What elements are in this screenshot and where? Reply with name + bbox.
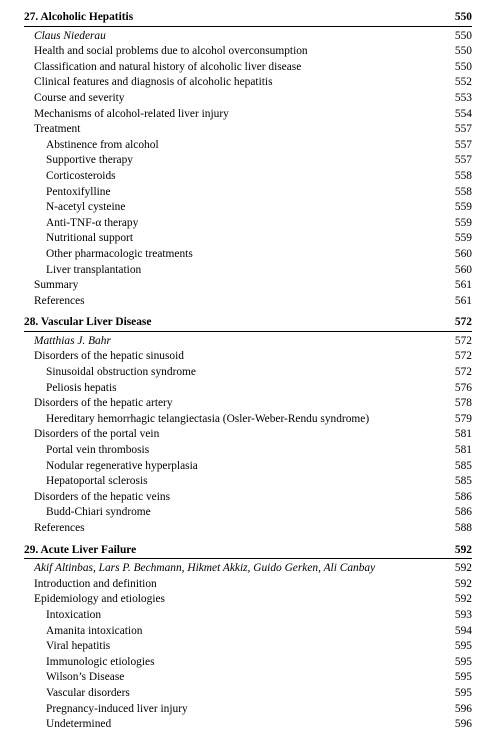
entry-title: Budd-Chiari syndrome bbox=[46, 506, 151, 519]
entry-page: 550 bbox=[454, 45, 472, 58]
chapter-author bbox=[24, 29, 472, 45]
entry-title: Pentoxifylline bbox=[46, 185, 111, 198]
toc-entry[interactable] bbox=[24, 459, 472, 475]
entries bbox=[24, 44, 472, 309]
entry-title: Pregnancy-induced liver injury bbox=[46, 702, 188, 715]
entry-title: Nutritional support bbox=[46, 232, 134, 245]
entry-title: Amanita intoxication bbox=[46, 624, 143, 637]
toc-entry[interactable] bbox=[24, 686, 472, 702]
entry-page: 553 bbox=[454, 91, 472, 104]
entry-title: Course and severity bbox=[34, 91, 125, 104]
toc-entry[interactable] bbox=[24, 490, 472, 506]
toc-entry[interactable] bbox=[24, 278, 472, 294]
entry-title: Wilson’s Disease bbox=[46, 671, 125, 684]
chapter-author bbox=[24, 561, 472, 577]
entry-page: 576 bbox=[454, 381, 472, 394]
entry-title: References bbox=[34, 522, 85, 534]
entry-page: 559 bbox=[454, 232, 472, 245]
entry-page: 592 bbox=[454, 593, 472, 606]
toc-entry[interactable] bbox=[24, 443, 472, 459]
entry-title: Peliosis hepatis bbox=[46, 381, 117, 394]
entry-page: 585 bbox=[454, 475, 472, 488]
toc-entry[interactable] bbox=[24, 608, 472, 624]
entry-title: Mechanisms of alcohol-related liver injury bbox=[34, 107, 229, 120]
toc-entry[interactable] bbox=[24, 153, 472, 169]
entry-page: 557 bbox=[454, 154, 472, 167]
toc-entry[interactable] bbox=[24, 412, 472, 428]
entry-page: 595 bbox=[454, 671, 472, 684]
entry-title: Hepatoportal sclerosis bbox=[46, 475, 148, 488]
entry-page: 560 bbox=[454, 247, 472, 260]
entry-page: 581 bbox=[454, 444, 472, 457]
toc-entry[interactable] bbox=[24, 75, 472, 91]
chapter-29 bbox=[24, 543, 472, 733]
entry-page: 588 bbox=[454, 522, 472, 534]
toc-entry[interactable] bbox=[24, 396, 472, 412]
entry-page: 557 bbox=[454, 138, 472, 151]
entries bbox=[24, 349, 472, 536]
entries bbox=[24, 577, 472, 733]
toc-entry[interactable] bbox=[24, 474, 472, 490]
entry-title: Classification and natural history of alcoholic liver disease bbox=[34, 60, 302, 73]
entry-title: Anti-TNF-α therapy bbox=[46, 216, 139, 229]
toc-entry[interactable] bbox=[24, 592, 472, 608]
entry-title: References bbox=[34, 294, 85, 307]
entry-title: Sinusoidal obstruction syndrome bbox=[46, 366, 196, 379]
toc-entry[interactable] bbox=[24, 577, 472, 593]
author-names: Matthias J. Bahr bbox=[34, 334, 111, 347]
entry-title: Vascular disorders bbox=[46, 686, 130, 699]
entry-page: 572 bbox=[454, 366, 472, 379]
entry-title: Immunologic etiologies bbox=[46, 655, 155, 668]
entry-title: Nodular regenerative hyperplasia bbox=[46, 459, 198, 472]
toc-entry[interactable] bbox=[24, 505, 472, 521]
entry-title: Disorders of the portal vein bbox=[34, 428, 160, 441]
entry-title: N-acetyl cysteine bbox=[46, 201, 126, 214]
entry-title: Undetermined bbox=[46, 718, 112, 731]
toc-entry[interactable] bbox=[24, 185, 472, 201]
toc-entry[interactable] bbox=[24, 91, 472, 107]
entry-title: Corticosteroids bbox=[46, 169, 116, 182]
toc-entry[interactable] bbox=[24, 349, 472, 365]
entry-page: 572 bbox=[454, 350, 472, 363]
chapter-title: 27. Alcoholic Hepatitis bbox=[24, 11, 134, 23]
toc-entry[interactable] bbox=[24, 107, 472, 123]
entry-title: Summary bbox=[34, 279, 79, 292]
toc-entry[interactable] bbox=[24, 200, 472, 216]
chapter-heading[interactable] bbox=[24, 10, 472, 26]
entry-page: 554 bbox=[454, 107, 472, 120]
toc-entry[interactable] bbox=[24, 263, 472, 279]
entry-page: 595 bbox=[454, 686, 472, 699]
entry-page: 594 bbox=[454, 624, 472, 637]
entry-title: Viral hepatitis bbox=[46, 640, 111, 653]
chapter-author bbox=[24, 334, 472, 350]
entry-page: 596 bbox=[454, 718, 472, 731]
entry-page: 578 bbox=[454, 397, 472, 410]
entry-page: 559 bbox=[454, 201, 472, 214]
entry-page: 550 bbox=[454, 60, 472, 73]
entry-title: Epidemiology and etiologies bbox=[34, 593, 165, 606]
entry-page: 581 bbox=[454, 428, 472, 441]
entry-title: Introduction and definition bbox=[34, 577, 157, 590]
entry-page: 561 bbox=[454, 294, 472, 307]
toc-entry[interactable] bbox=[24, 60, 472, 76]
entry-title: Supportive therapy bbox=[46, 154, 133, 167]
toc-entry[interactable] bbox=[24, 381, 472, 397]
entry-page: 595 bbox=[454, 640, 472, 653]
entry-page: 558 bbox=[454, 185, 472, 198]
entry-page: 595 bbox=[454, 655, 472, 668]
entry-page: 561 bbox=[454, 279, 472, 292]
author-names: Akif Altinbas, Lars P. Bechmann, Hikmet Akkiz, Guido Gerken, Ali Canbay bbox=[34, 562, 376, 575]
chapter-page: 592 bbox=[454, 543, 472, 556]
toc-entry[interactable] bbox=[24, 702, 472, 718]
chapter-heading[interactable] bbox=[24, 543, 472, 559]
toc-entry[interactable] bbox=[24, 521, 472, 537]
entry-page: 592 bbox=[454, 577, 472, 590]
toc-entry[interactable] bbox=[24, 169, 472, 185]
toc-entry[interactable] bbox=[24, 427, 472, 443]
chapter-page: 550 bbox=[454, 11, 472, 23]
toc-entry[interactable] bbox=[24, 717, 472, 733]
entry-page: 586 bbox=[454, 490, 472, 503]
toc-entry[interactable] bbox=[24, 639, 472, 655]
entry-page: 557 bbox=[454, 123, 472, 136]
author-names: Claus Niederau bbox=[34, 29, 106, 42]
toc-entry[interactable] bbox=[24, 294, 472, 310]
entry-title: Disorders of the hepatic sinusoid bbox=[34, 350, 184, 363]
entry-page: 552 bbox=[454, 76, 472, 89]
entry-page: 559 bbox=[454, 216, 472, 229]
chapter-rule bbox=[24, 558, 472, 559]
entry-title: Clinical features and diagnosis of alcoholic hepatitis bbox=[34, 76, 273, 89]
chapter-page: 572 bbox=[454, 316, 472, 329]
entry-page: 560 bbox=[454, 263, 472, 276]
entry-page: 585 bbox=[454, 459, 472, 472]
toc-entry[interactable] bbox=[24, 231, 472, 247]
toc-entry[interactable] bbox=[24, 624, 472, 640]
author-page: 572 bbox=[454, 334, 472, 347]
toc-entry[interactable] bbox=[24, 365, 472, 381]
toc-entry[interactable] bbox=[24, 247, 472, 263]
chapter-27 bbox=[24, 10, 472, 309]
entry-page: 586 bbox=[454, 506, 472, 519]
entry-title: Treatment bbox=[34, 123, 81, 136]
chapter-rule bbox=[24, 26, 472, 27]
entry-title: Hereditary hemorrhagic telangiectasia (Osler-Weber-Rendu syndrome) bbox=[46, 412, 370, 425]
chapter-28 bbox=[24, 315, 472, 536]
entry-page: 579 bbox=[454, 412, 472, 425]
entry-title: Disorders of the hepatic veins bbox=[34, 490, 171, 503]
chapter-title: 29. Acute Liver Failure bbox=[24, 543, 137, 556]
toc-entry[interactable] bbox=[24, 122, 472, 138]
toc-entry[interactable] bbox=[24, 670, 472, 686]
toc-entry[interactable] bbox=[24, 655, 472, 671]
chapter-title: 28. Vascular Liver Disease bbox=[24, 316, 152, 329]
entry-title: Portal vein thrombosis bbox=[46, 444, 150, 457]
author-page: 550 bbox=[454, 29, 472, 42]
entry-title: Abstinence from alcohol bbox=[46, 138, 159, 151]
entry-title: Health and social problems due to alcohol overconsumption bbox=[34, 45, 308, 58]
entry-title: Intoxication bbox=[46, 608, 102, 621]
entry-title: Other pharmacologic treatments bbox=[46, 247, 193, 260]
chapter-rule bbox=[24, 331, 472, 332]
toc-entry[interactable] bbox=[24, 216, 472, 232]
chapter-heading[interactable] bbox=[24, 315, 472, 331]
toc-entry[interactable] bbox=[24, 44, 472, 60]
toc-entry[interactable] bbox=[24, 138, 472, 154]
entry-page: 593 bbox=[454, 608, 472, 621]
author-page: 592 bbox=[454, 562, 472, 575]
entry-title: Disorders of the hepatic artery bbox=[34, 397, 173, 410]
entry-title: Liver transplantation bbox=[46, 263, 142, 276]
entry-page: 596 bbox=[454, 702, 472, 715]
entry-page: 558 bbox=[454, 169, 472, 182]
